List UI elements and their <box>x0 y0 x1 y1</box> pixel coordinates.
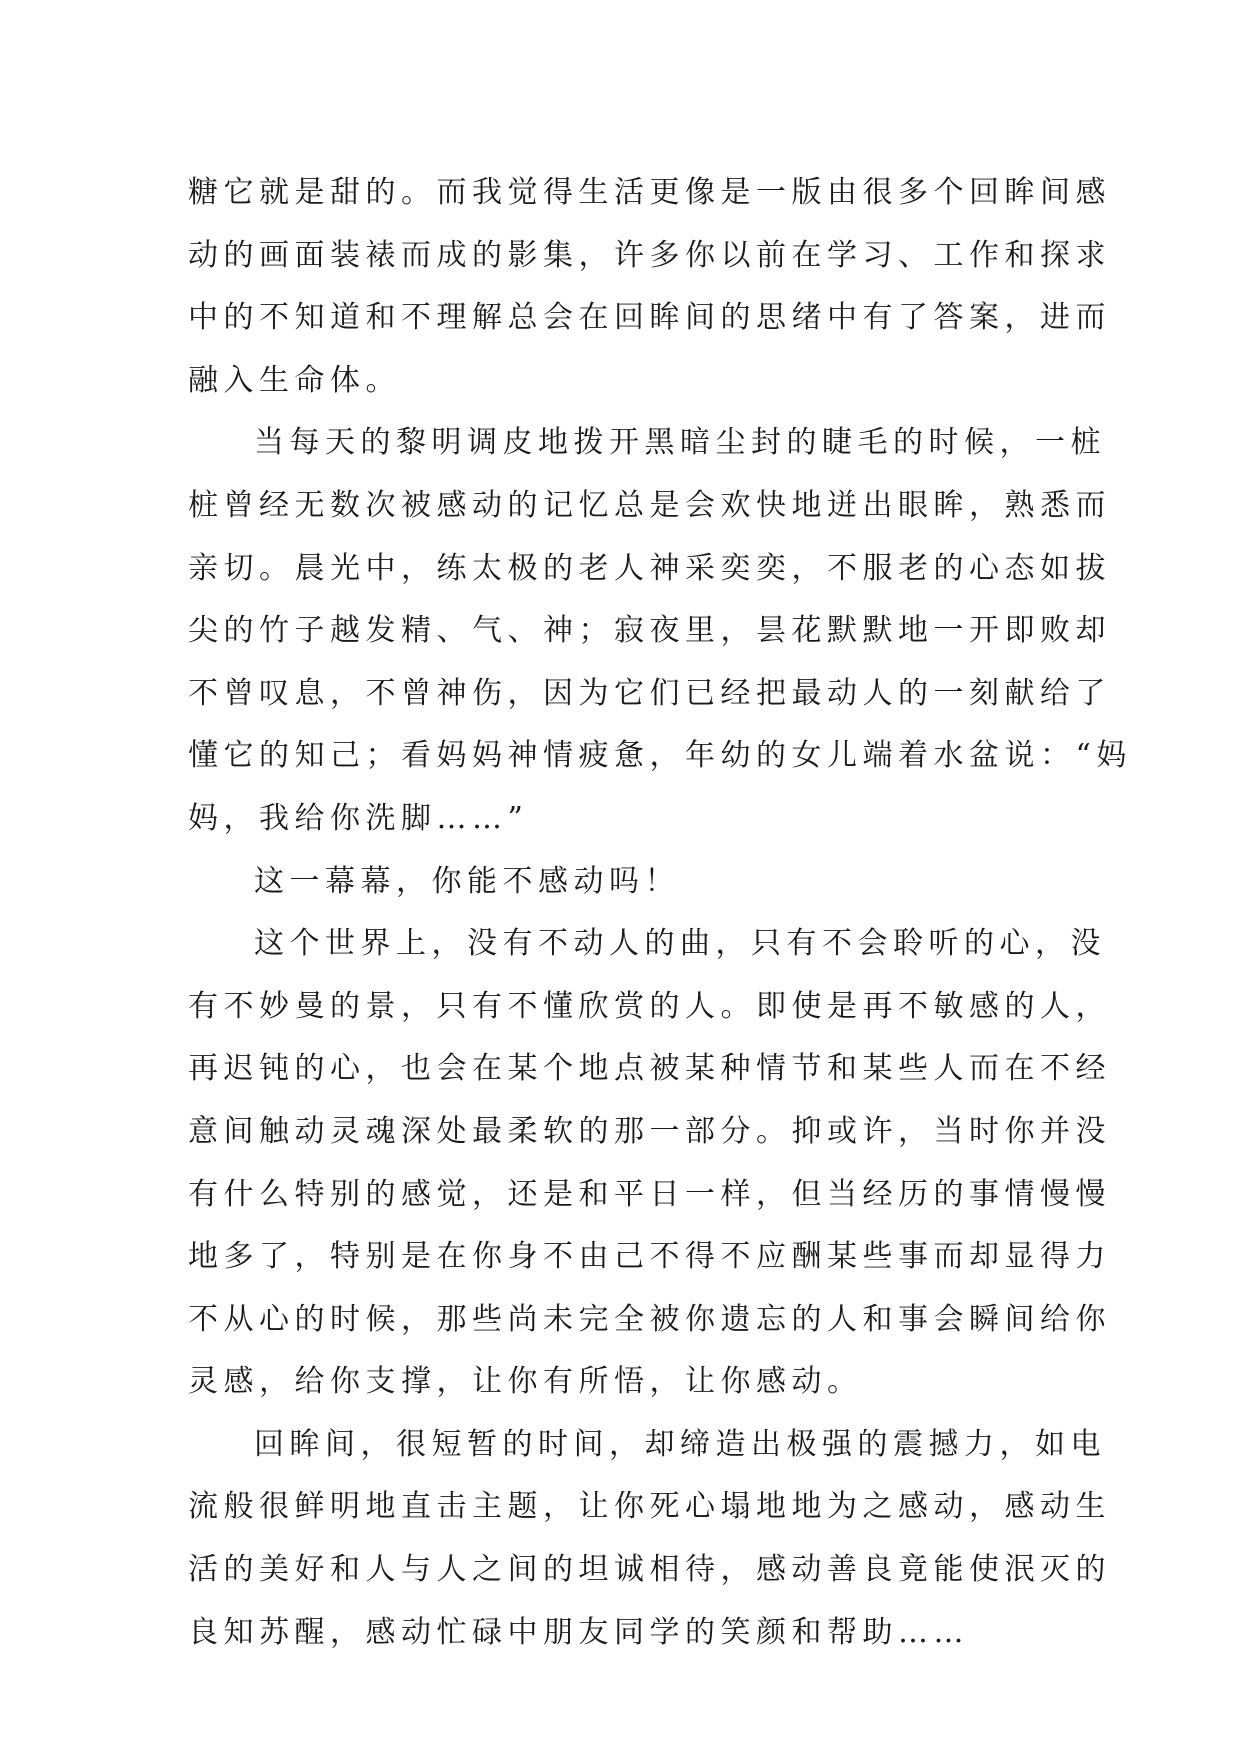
text-line: 桩曾经无数次被感动的记忆总是会欢快地迸出眼眸，熟悉而 <box>188 487 1111 523</box>
text-line: 不从心的时候，那些尚未完全被你遗忘的人和事会瞬间给你 <box>188 1301 1111 1337</box>
text-line: 中的不知道和不理解总会在回眸间的思绪中有了答案，进而 <box>188 300 1111 336</box>
text-line: 亲切。晨光中，练太极的老人神采奕奕，不服老的心态如拔 <box>188 550 1111 586</box>
paragraph-first-line: 当每天的黎明调皮地拨开黑暗尘封的睫毛的时候，一桩 <box>254 425 1106 461</box>
paragraph-first-line: 这一幕幕，你能不感动吗！ <box>254 863 680 899</box>
text-line: 懂它的知己；看妈妈神情疲惫，年幼的女儿端着水盆说：“妈 <box>188 738 1132 774</box>
text-line: 良知苏醒，感动忙碌中朋友同学的笑颜和帮助…… <box>188 1614 969 1650</box>
text-line: 地多了，特别是在你身不由己不得不应酬某些事而却显得力 <box>188 1239 1111 1275</box>
text-line: 灵感，给你支撑，让你有所悟，让你感动。 <box>188 1364 863 1400</box>
text-line: 活的美好和人与人之间的坦诚相待，感动善良竟能使泯灭的 <box>188 1552 1111 1588</box>
text-line: 意间触动灵魂深处最柔软的那一部分。抑或许，当时你并没 <box>188 1113 1111 1149</box>
text-line: 有什么特别的感觉，还是和平日一样，但当经历的事情慢慢 <box>188 1176 1111 1212</box>
text-line: 妈，我给你洗脚……” <box>188 800 529 836</box>
body-text <box>188 162 1132 1664</box>
paragraph-first-line: 这个世界上，没有不动人的曲，只有不会聆听的心，没 <box>254 926 1106 962</box>
text-line: 流般很鲜明地直击主题，让你死心塌地地为之感动，感动生 <box>188 1489 1111 1525</box>
text-line: 糖它就是甜的。而我觉得生活更像是一版由很多个回眸间感 <box>188 175 1111 210</box>
text-line: 尖的竹子越发精、气、神；寂夜里，昙花默默地一开即败却 <box>188 613 1111 649</box>
text-line: 不曾叹息，不曾神伤，因为它们已经把最动人的一刻献给了 <box>188 675 1111 711</box>
text-line: 动的画面装裱而成的影集，许多你以前在学习、工作和探求 <box>188 237 1111 273</box>
text-line: 再迟钝的心，也会在某个地点被某种情节和某些人而在不经 <box>188 1051 1111 1087</box>
text-line: 有不妙曼的景，只有不懂欣赏的人。即使是再不敏感的人， <box>188 988 1111 1024</box>
text-line: 融入生命体。 <box>188 362 401 398</box>
paragraph-first-line: 回眸间，很短暂的时间，却缔造出极强的震撼力，如电 <box>254 1426 1106 1462</box>
